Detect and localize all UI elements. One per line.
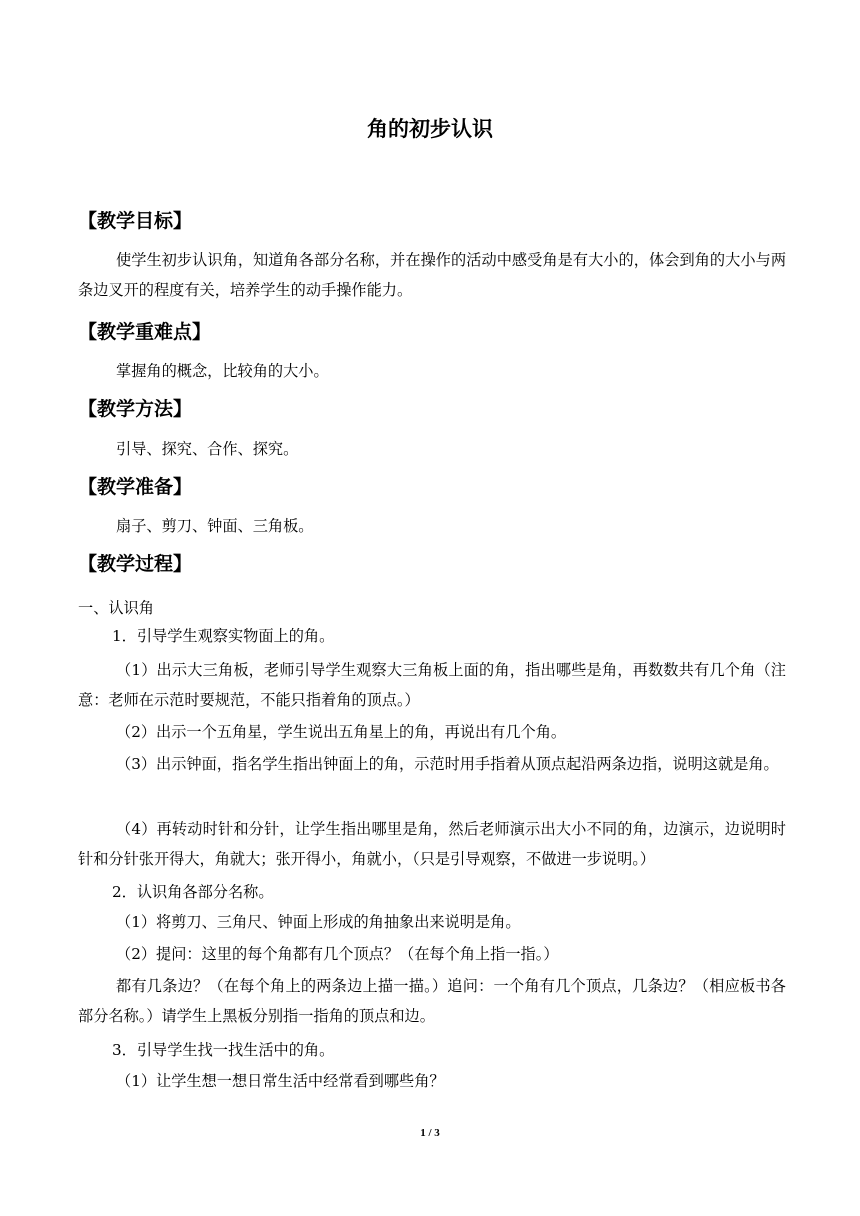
heading-teaching-prep: 【教学准备】 (78, 476, 193, 498)
heading-teaching-process: 【教学过程】 (78, 553, 193, 575)
page-number: 1 / 3 (420, 1127, 440, 1139)
process-step-1-4: （4）再转动时针和分针，让学生指出哪里是角，然后老师演示出大小不同的角，边演示，边说明时针和分针张开得大，角就大；张开得小，角就小，（只是引导观察，不做进一步说明。） (78, 820, 786, 868)
process-step-1: 1．引导学生观察实物面上的角。 (112, 627, 335, 645)
teaching-prep-text: 扇子、剪刀、钟面、三角板。 (116, 517, 314, 535)
heading-teaching-method: 【教学方法】 (78, 398, 193, 420)
teaching-goal-text: 使学生初步认识角，知道角各部分名称，并在操作的活动中感受角是有大小的，体会到角的大小与两条边叉开的程度有关，培养学生的动手操作能力。 (78, 251, 786, 299)
document-title: 角的初步认识 (367, 117, 493, 141)
process-part-1: 一、认识角 (78, 599, 154, 617)
process-step-1-1: （1）出示大三角板，老师引导学生观察大三角板上面的角，指出哪些是角，再数数共有几个角（注意：老师在示范时要规范，不能只指着角的顶点。） (78, 661, 786, 709)
process-step-2-3: 都有几条边？（在每个角上的两条边上描一描。）追问：一个角有几个顶点，几条边？（相应板书各部分名称。）请学生上黑板分别指一指角的顶点和边。 (78, 977, 786, 1025)
process-step-3: 3．引导学生找一找生活中的角。 (112, 1041, 335, 1059)
process-step-2-2: （2）提问：这里的每个角都有几个顶点？（在每个角上指一指。） (116, 945, 559, 963)
process-step-2-1: （1）将剪刀、三角尺、钟面上形成的角抽象出来说明是角。 (116, 913, 521, 931)
heading-key-points: 【教学重难点】 (78, 321, 212, 343)
process-step-3-1: （1）让学生想一想日常生活中经常看到哪些角？ (116, 1072, 445, 1090)
process-step-1-2: （2）出示一个五角星，学生说出五角星上的角，再说出有几个角。 (116, 723, 567, 741)
key-points-text: 掌握角的概念，比较角的大小。 (116, 362, 329, 380)
process-step-2: 2．认识角各部分名称。 (112, 883, 274, 901)
heading-teaching-goal: 【教学目标】 (78, 210, 193, 232)
teaching-method-text: 引导、探究、合作、探究。 (116, 440, 299, 458)
process-step-1-3: （3）出示钟面，指名学生指出钟面上的角，示范时用手指着从顶点起沿两条边指，说明这就是角。 (116, 755, 779, 773)
